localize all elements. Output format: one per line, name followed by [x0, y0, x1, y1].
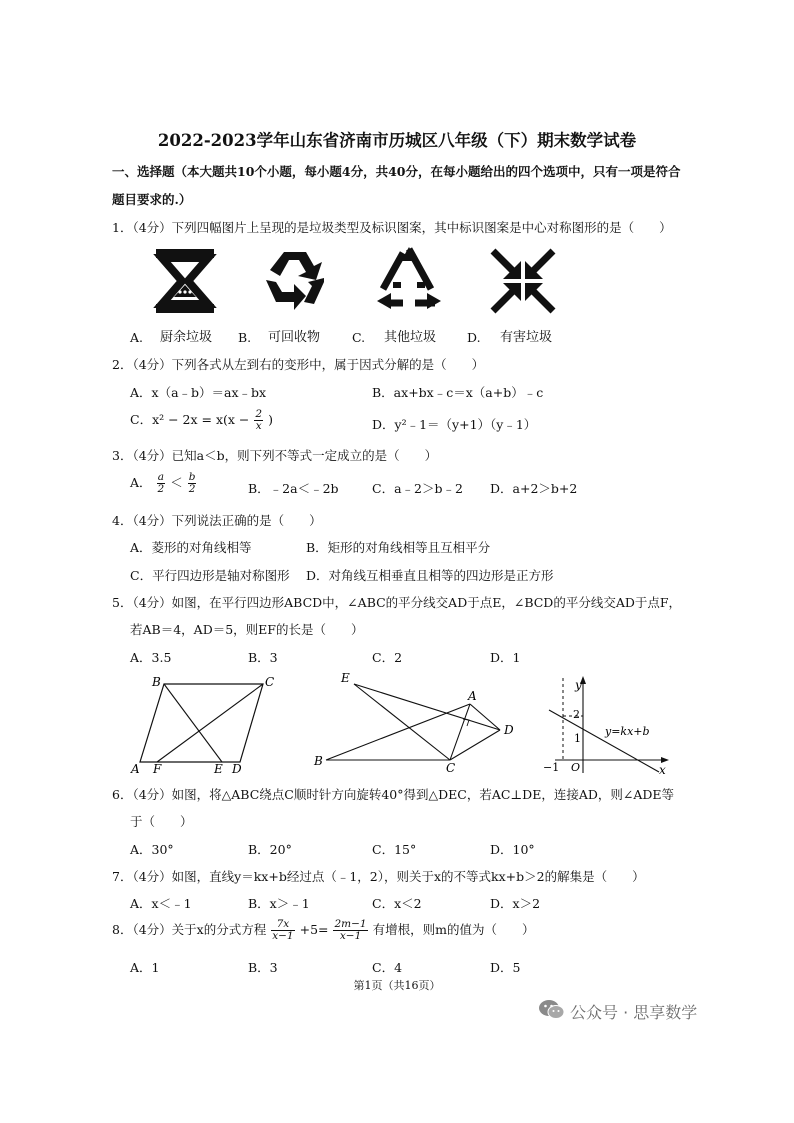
q2-option-c-pre: C．x² − 2x = x(x −: [130, 412, 250, 427]
inward-arrows-icon: [487, 245, 559, 317]
fig1-label-a: A: [131, 762, 140, 776]
fig1-label-e: E: [214, 762, 223, 776]
q1-option-a-label: 厨余垃圾: [160, 330, 213, 345]
section-heading-line1: 一、选择题（本大题共10个小题，每小题4分，共40分，在每小题给出的四个选项中，只有一项是符合: [112, 164, 681, 179]
q2-option-c-fraction: [254, 409, 263, 432]
q2-option-d: D．y²﹣1＝（y+1）（y﹣1）: [372, 417, 537, 432]
recycle-icon: [258, 246, 332, 316]
question-8-stem: [112, 919, 534, 942]
q7-option-d: D．x＞2: [490, 896, 541, 911]
q1-option-a-letter: A.: [130, 330, 144, 345]
q5-option-a: A．3.5: [130, 650, 172, 665]
q7-option-c: C．x＜2: [372, 896, 422, 911]
fig2-label-e: E: [341, 671, 350, 685]
question-7-stem: 7．（4分）如图，直线y＝kx+b经过点（﹣1，2），则关于x的不等式kx+b＞2的解集是（ ）: [112, 869, 645, 884]
q3-option-d: D．a+2＞b+2: [490, 481, 578, 496]
fig2-label-a: A: [468, 689, 477, 703]
fig3-label-x: x: [659, 763, 666, 777]
q8-fraction-2: [333, 919, 367, 942]
q3-a-num-2: b: [188, 471, 196, 483]
q1-option-b-letter: B.: [238, 330, 252, 345]
watermark-text: 公众号 · 思享数学: [570, 1003, 698, 1022]
fig3-tick-neg1: −1: [543, 761, 560, 774]
q8-num-1: 7x: [271, 919, 294, 931]
q6-option-d: D．10°: [490, 842, 535, 857]
fig2-label-d: D: [504, 723, 514, 737]
question-5-line1: 5．（4分）如图，在平行四边形ABCD中，∠ABC的平分线交AD于点E，∠BCD的平分线交AD于点F，: [112, 595, 682, 610]
fig1-label-f: F: [153, 762, 162, 776]
q8-fraction-1: [271, 919, 294, 942]
figure-parallelogram: [128, 673, 278, 777]
q3-a-den-1: 2: [157, 483, 165, 495]
hourglass-icon: [150, 245, 220, 317]
q3-option-a: [130, 472, 197, 495]
triangle-arrows-icon: [373, 245, 445, 317]
wechat-icon: [538, 998, 566, 1022]
fig1-label-c: C: [265, 675, 275, 689]
q8-option-d: D．5: [490, 960, 521, 975]
q8-den-2: x−1: [339, 930, 362, 942]
page-title: 2022-2023学年山东省济南市历城区八年级（下）期末数学试卷: [157, 131, 637, 150]
q8-option-a: A．1: [130, 960, 160, 975]
q3-a-letter: A．: [130, 475, 152, 490]
q8-num-2: 2m−1: [334, 918, 367, 930]
q7-option-b: B．x＞﹣1: [248, 896, 310, 911]
fig3-origin: O: [571, 761, 581, 774]
q3-option-b: B．﹣2a＜﹣2b: [248, 481, 339, 496]
q4-option-b: B．矩形的对角线相等且互相平分: [306, 540, 491, 555]
q8-stem-pre: 8．（4分）关于x的分式方程: [112, 922, 267, 937]
q4-option-a: A．菱形的对角线相等: [130, 540, 252, 555]
q2-option-a: A．x（a﹣b）＝ax﹣bx: [130, 385, 267, 400]
q1-option-c-letter: C.: [352, 330, 366, 345]
q6-option-b: B．20°: [248, 842, 292, 857]
fig1-label-b: B: [152, 675, 161, 689]
question-3-stem: 3．（4分）已知a＜b，则下列不等式一定成立的是（ ）: [112, 448, 438, 463]
q2-option-c-post: ): [268, 412, 273, 427]
q3-a-fraction-2: [188, 472, 197, 495]
q2-c-denominator: x: [255, 420, 262, 432]
figure-rotation: [308, 668, 528, 778]
fig3-tick-1: 1: [574, 732, 581, 745]
fig2-label-b: B: [314, 754, 323, 768]
q2-option-b: B．ax+bx﹣c＝x（a+b）﹣c: [372, 385, 544, 400]
q8-stem-mid: +5=: [299, 922, 329, 937]
q7-option-a: A．x＜﹣1: [130, 896, 192, 911]
q8-option-c: C．4: [372, 960, 403, 975]
q3-a-num-1: a: [157, 471, 164, 483]
q5-option-d: D．1: [490, 650, 521, 665]
question-6-line2: 于（ ）: [130, 814, 193, 829]
q8-option-b: B．3: [248, 960, 278, 975]
question-2-stem: 2．（4分）下列各式从左到右的变形中，属于因式分解的是（ ）: [112, 357, 485, 372]
page-footer: 第1页（共16页）: [353, 979, 441, 992]
fig3-tick-2: 2: [573, 708, 580, 721]
q2-option-c: [130, 409, 273, 432]
q6-option-c: C．15°: [372, 842, 417, 857]
q3-option-c: C．a﹣2＞b﹣2: [372, 481, 463, 496]
q5-option-c: C．2: [372, 650, 403, 665]
q2-c-numerator: 2: [255, 408, 263, 420]
question-5-line2: 若AB＝4，AD＝5，则EF的长是（ ）: [130, 622, 364, 637]
q1-option-c-label: 其他垃圾: [384, 330, 437, 345]
q5-option-b: B．3: [248, 650, 278, 665]
fig2-label-c: C: [446, 761, 456, 775]
q4-option-c: C．平行四边形是轴对称图形: [130, 568, 290, 583]
question-4-stem: 4．（4分）下列说法正确的是（ ）: [112, 513, 322, 528]
fig1-label-d: D: [232, 762, 242, 776]
figure-coordinate-line: [535, 674, 675, 780]
fig3-label-y: y: [575, 678, 582, 692]
q6-option-a: A．30°: [130, 842, 174, 857]
q3-a-relation: ＜: [170, 475, 183, 490]
question-1-stem: 1．（4分）下列四幅图片上呈现的是垃圾类型及标识图案，其中标识图案是中心对称图形的是（ ）: [112, 220, 672, 235]
question-6-line1: 6．（4分）如图，将△ABC绕点C顺时针方向旋转40°得到△DEC，若AC⊥DE，连接AD，则∠ADE等: [112, 787, 675, 802]
q3-a-den-2: 2: [188, 483, 196, 495]
section-heading-line2: 题目要求的.）: [112, 192, 192, 207]
fig3-line-label: y=kx+b: [605, 725, 650, 738]
q8-stem-post: 有增根，则m的值为（ ）: [372, 922, 535, 937]
q8-den-1: x−1: [272, 930, 294, 942]
q3-a-fraction-1: [157, 472, 166, 495]
q1-option-b-label: 可回收物: [268, 330, 321, 345]
q4-option-d: D．对角线互相垂直且相等的四边形是正方形: [306, 568, 554, 583]
q1-option-d-letter: D.: [467, 330, 481, 345]
q1-option-d-label: 有害垃圾: [500, 330, 553, 345]
